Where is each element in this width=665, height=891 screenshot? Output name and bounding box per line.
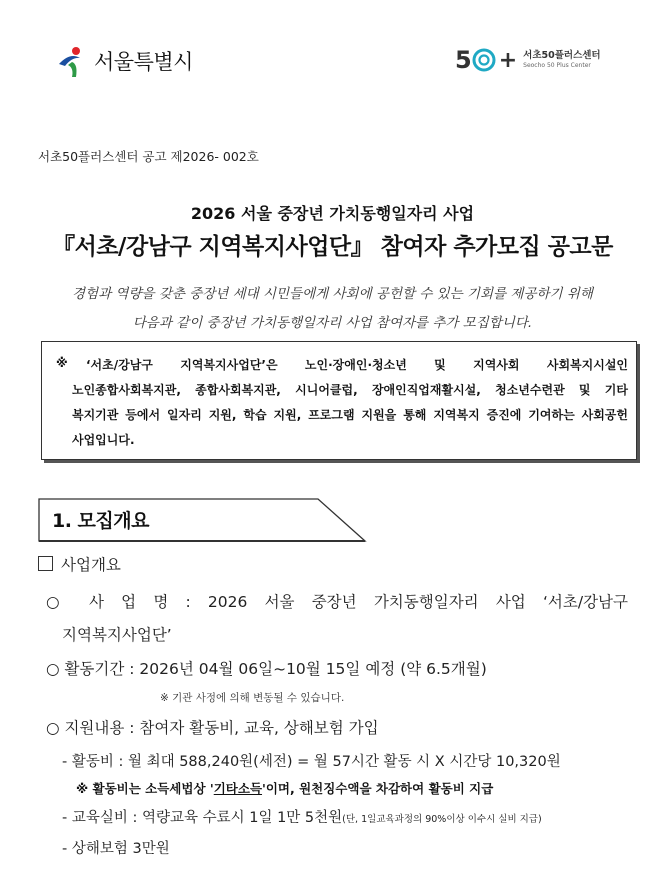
tax-note-underlined: 기타소득 <box>213 781 263 796</box>
education-cost-condition: (단, 1일교육과정의 90%이상 이수시 실비 지급) <box>342 814 542 825</box>
overview-heading-label: 사업개요 <box>61 556 121 574</box>
tax-note-suffix: '이며, 원천징수액을 차감하여 활동비 지급 <box>262 781 494 796</box>
project-name-line-1: ○ 사 업 명 : 2026 서울 중장년 가치동행일자리 사업 ‘서초/강남구 <box>46 593 628 611</box>
accident-insurance: - 상해보험 3만원 <box>62 841 170 857</box>
seoul-city-logo <box>56 44 193 78</box>
seoul-logo-icon <box>56 44 90 78</box>
fifty-plus-ring-icon <box>472 48 496 72</box>
overview-heading <box>38 553 121 575</box>
section-title: 1. 모집개요 <box>52 510 149 532</box>
seocho-50plus-logo <box>455 46 601 74</box>
document-subtitle: 2026 서울 중장년 가치동행일자리 사업 <box>190 204 475 223</box>
fifty-digit: 5 <box>455 46 471 74</box>
plus-sign: + <box>498 47 518 73</box>
center-names <box>523 51 600 69</box>
education-cost <box>62 806 542 827</box>
note-line-4: 사업입니다. <box>72 433 135 447</box>
intro-line-1: 경험과 역량을 갖춘 중장년 세대 시민들에게 사회에 공헌할 수 있는 기회를 제공하기 위해 <box>72 286 593 302</box>
note-mark: ※ <box>56 356 68 370</box>
activity-period: ○ 활동기간 : 2026년 04월 06일~10월 15일 예정 (약 6.5개월) <box>46 660 487 678</box>
intro-line-2: 다음과 같이 중장년 가치동행일자리 사업 참여자를 추가 모집합니다. <box>132 315 533 331</box>
tax-note <box>76 779 493 797</box>
activity-pay: - 활동비 : 월 최대 588,240원(세전) = 월 57시간 활동 시 X 시간당 10,320원 <box>62 754 561 770</box>
seoul-logo-text: 서울특별시 <box>94 50 193 74</box>
notice-box <box>41 341 637 460</box>
project-name-line-2: 지역복지사업단’ <box>62 626 172 644</box>
note-line-1: ‘서초/강남구 지역복지사업단’은 노인·장애인·청소년 및 지역사회 사회복지시설인 <box>86 358 628 372</box>
document-title: 『서초/강남구 지역복지사업단』 참여자 추가모집 공고문 <box>52 234 613 260</box>
checkbox-icon <box>38 556 53 571</box>
activity-period-note: ※ 기관 사정에 의해 변동될 수 있습니다. <box>160 692 345 704</box>
note-line-3: 복지기관 등에서 일자리 지원, 학습 지원, 프로그램 지원을 통해 지역복지 증진에 기여하는 사회공헌 <box>72 408 628 422</box>
note-line-2: 노인종합사회복지관, 종합사회복지관, 시니어클럽, 장애인직업재활시설, 청소년수련관 및 기타 <box>72 383 628 397</box>
tax-note-prefix: ※ 활동비는 소득세법상 ' <box>76 781 214 796</box>
education-cost-main: - 교육실비 : 역량교육 수료시 1일 1만 5천원 <box>62 810 343 826</box>
notice-number: 서초50플러스센터 공고 제2026- 002호 <box>38 149 259 164</box>
center-name-en: Seocho 50 Plus Center <box>523 61 591 69</box>
center-name-ko: 서초50플러스센터 <box>523 50 601 62</box>
section-header <box>38 496 368 546</box>
fifty-plus-mark <box>455 46 496 74</box>
support-content: ○ 지원내용 : 참여자 활동비, 교육, 상해보험 가입 <box>46 719 379 737</box>
